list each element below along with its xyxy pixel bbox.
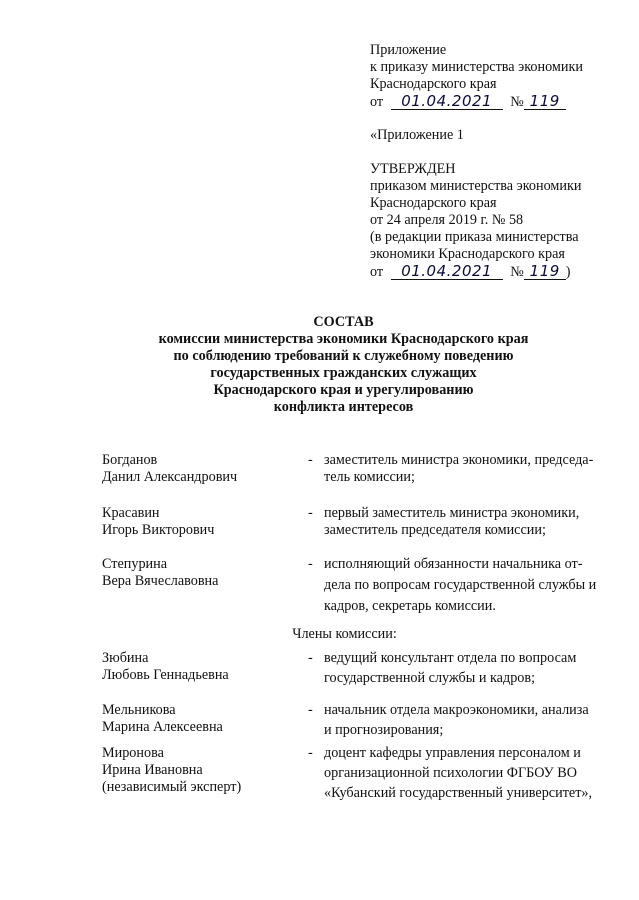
ot-label: от: [370, 94, 384, 110]
dash-separator: -: [308, 452, 313, 468]
member-name: Степурина Вера Вячеславовна: [102, 556, 219, 589]
dash-separator: -: [308, 505, 313, 521]
member-role: ведущий консультант отдела по вопросам государственной службы и кадров;: [324, 650, 577, 686]
title-line: Краснодарского края и урегулированию: [213, 382, 474, 398]
member-name: Миронова Ирина Ивановна (независимый эксперт): [102, 745, 242, 795]
title-line: СОСТАВ: [313, 314, 374, 330]
member-role: первый заместитель министра экономики, заместитель председателя комиссии;: [324, 505, 580, 538]
members-heading: Члены комиссии:: [292, 626, 397, 642]
handwritten-number: 119: [524, 93, 566, 110]
member-role: доцент кафедры управления персоналом и организационной психологии ФГБОУ ВО «Кубанский государственный университет»,: [324, 745, 593, 801]
document-title: [0, 314, 639, 416]
title-line: конфликта интересов: [273, 399, 414, 415]
dash-separator: -: [308, 650, 313, 666]
approved-line: приказом министерства экономики: [370, 178, 582, 194]
appendix-header-line: Приложение: [370, 42, 447, 58]
member-role: заместитель министра экономики, председа- тель комиссии;: [324, 452, 594, 485]
approved-date-line: [370, 263, 581, 280]
dash-separator: -: [308, 556, 313, 572]
title-line: по соблюдению требований к служебному поведению: [173, 348, 514, 364]
approved-line: экономики Краснодарского края: [370, 246, 565, 262]
member-name: Богданов Данил Александрович: [102, 452, 238, 485]
member-name: Зюбина Любовь Геннадьевна: [102, 650, 229, 683]
approved-line: Краснодарского края: [370, 195, 497, 211]
appendix-header: [370, 42, 583, 110]
dash-separator: -: [308, 745, 313, 761]
appendix-date-line: [370, 93, 583, 110]
number-label: №: [510, 94, 524, 110]
title-line: комиссии министерства экономики Краснодарского края: [158, 331, 529, 347]
handwritten-date: 01.04.2021: [391, 263, 503, 280]
title-line: государственных гражданских служащих: [210, 365, 477, 381]
appendix-1-label: «Приложение 1: [370, 127, 464, 143]
handwritten-date: 01.04.2021: [391, 93, 503, 110]
approved-line: от 24 апреля 2019 г. № 58: [370, 212, 524, 228]
approved-line: (в редакции приказа министерства: [370, 229, 579, 245]
member-name: Мельникова Марина Алексеевна: [102, 702, 223, 735]
ot-label: от: [370, 264, 384, 280]
member-name: Красавин Игорь Викторович: [102, 505, 215, 538]
member-role: исполняющий обязанности начальника от- дела по вопросам государственной службы и кадров, секретарь комиссии.: [324, 556, 597, 614]
number-label: №: [510, 264, 524, 280]
dash-separator: -: [308, 702, 313, 718]
handwritten-number: 119: [524, 263, 566, 280]
appendix-header-line: к приказу министерства экономики: [370, 59, 583, 75]
appendix-header-line: Краснодарского края: [370, 76, 497, 92]
approved-block: [370, 161, 581, 280]
approved-line: УТВЕРЖДЕН: [370, 161, 456, 177]
closing-paren: ): [565, 264, 571, 280]
member-role: начальник отдела макроэкономики, анализа и прогнозирования;: [324, 702, 589, 738]
